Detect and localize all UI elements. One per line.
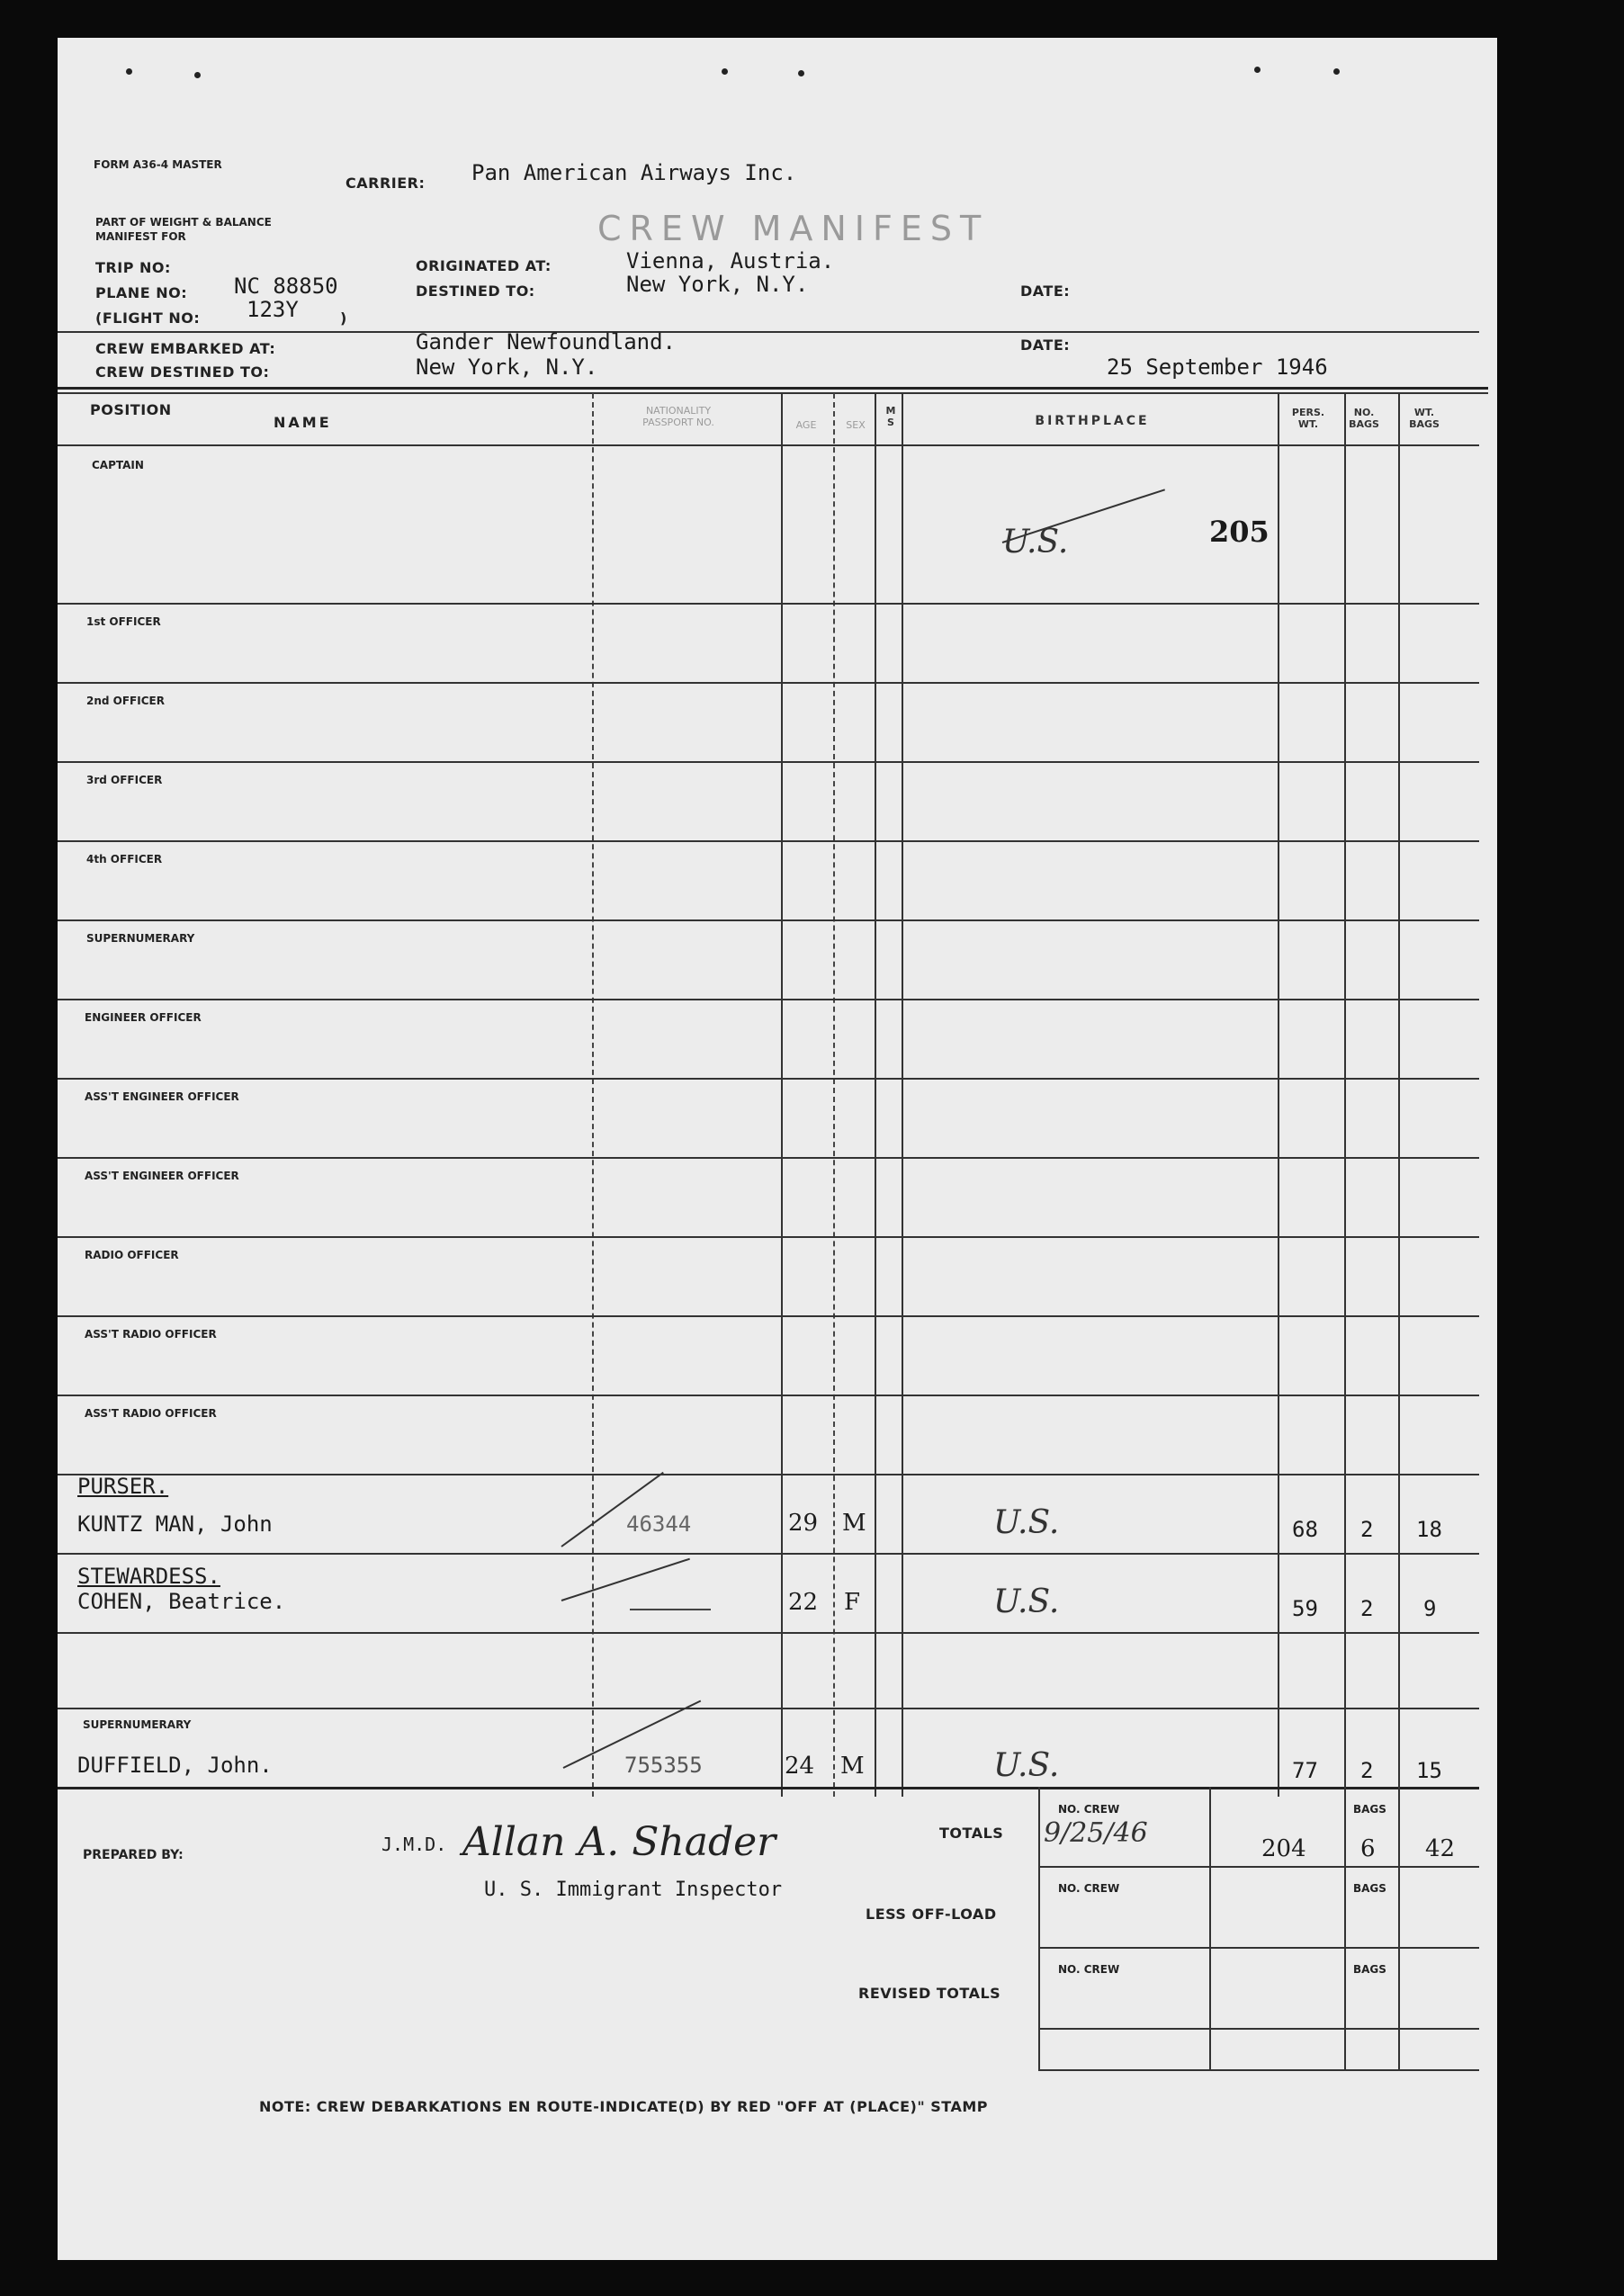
row-position: RADIO OFFICER	[85, 1249, 179, 1261]
punch-hole-dot	[1254, 67, 1261, 73]
totals-line	[1038, 2028, 1479, 2030]
row-line	[58, 682, 1479, 684]
crew-pers-wt: 77	[1292, 1758, 1318, 1783]
col-pers-wt: PERS. WT.	[1291, 407, 1325, 430]
totals-line	[1038, 1866, 1479, 1868]
crew-wt-bags: 18	[1416, 1517, 1442, 1542]
embarked-value: Gander Newfoundland.	[416, 329, 676, 354]
destined-label: DESTINED TO:	[416, 283, 535, 300]
crew-no-bags: 2	[1360, 1758, 1374, 1783]
captain-birthplace: U.S.	[1002, 524, 1069, 561]
table-top-line	[58, 392, 1488, 394]
crew-position: STEWARDESS.	[77, 1564, 220, 1589]
bags-label: BAGS	[1353, 1803, 1386, 1816]
form-number: FORM A36-4 MASTER	[94, 158, 222, 171]
row-position: CAPTAIN	[92, 459, 144, 471]
row-position: 3rd OFFICER	[86, 774, 163, 786]
crew-name: KUNTZ MAN, John	[77, 1511, 273, 1537]
carrier-label: CARRIER:	[345, 175, 426, 192]
crew-pers-wt: 59	[1292, 1596, 1318, 1621]
embarked-label: CREW EMBARKED AT:	[95, 340, 276, 357]
pen-stroke	[1002, 489, 1165, 543]
header-bottom-line	[58, 444, 1479, 446]
crew-birthplace: U.S.	[993, 1583, 1060, 1620]
row-line	[58, 1474, 1479, 1475]
crew-position: SUPERNUMERARY	[83, 1718, 192, 1731]
col-sex: SEX	[846, 419, 866, 431]
flight-no-value: 123Y	[247, 297, 299, 322]
row-line	[58, 1632, 1479, 1634]
manifest-for-label: MANIFEST FOR	[95, 230, 186, 243]
total-pers-wt: 204	[1261, 1835, 1306, 1862]
row-position: ASS'T RADIO OFFICER	[85, 1328, 217, 1341]
row-line	[58, 1236, 1479, 1238]
row-line	[58, 919, 1479, 921]
crew-age: 24	[785, 1753, 815, 1780]
table-top-line	[58, 387, 1488, 390]
flight-no-label: (FLIGHT NO:	[95, 309, 201, 327]
col-nationality: NATIONALITY PASSPORT NO.	[642, 405, 714, 428]
crew-age: 22	[788, 1589, 819, 1616]
column-line	[1398, 393, 1400, 2013]
total-wt-bags: 42	[1425, 1835, 1456, 1862]
crew-sex: F	[844, 1589, 861, 1616]
row-position: ENGINEER OFFICER	[85, 1011, 202, 1024]
crew-count: 9/25/46	[1044, 1817, 1148, 1849]
crew-passport: 755355	[624, 1753, 703, 1778]
row-line	[58, 1078, 1479, 1080]
crew-position: PURSER.	[77, 1474, 169, 1499]
punch-hole-dot	[722, 68, 728, 75]
table-bottom-line	[58, 1787, 1479, 1789]
col-name: NAME	[274, 414, 332, 431]
manifest-page	[58, 38, 1497, 2260]
footer-note: NOTE: CREW DEBARKATIONS EN ROUTE-INDICATE(D) BY RED "OFF AT (PLACE)" STAMP	[259, 2098, 988, 2115]
less-offload-label: LESS OFF-LOAD	[866, 1906, 997, 1923]
carrier-value: Pan American Airways Inc.	[471, 160, 797, 185]
crew-sex: M	[842, 1510, 866, 1537]
row-line	[58, 603, 1479, 605]
crew-name: DUFFIELD, John.	[77, 1753, 273, 1778]
row-position: 1st OFFICER	[86, 615, 161, 628]
prepared-by-label: PREPARED BY:	[83, 1848, 184, 1862]
totals-line	[1038, 2069, 1479, 2071]
no-crew-label: NO. CREW	[1058, 1882, 1120, 1895]
punch-hole-dot	[798, 70, 804, 76]
col-age: AGE	[795, 419, 817, 431]
col-no-bags: NO. BAGS	[1349, 407, 1379, 430]
revised-totals-label: REVISED TOTALS	[858, 1985, 1001, 2002]
part-of-label: PART OF WEIGHT & BALANCE	[95, 216, 272, 229]
page-title: CREW MANIFEST	[597, 209, 990, 248]
row-line	[58, 761, 1479, 763]
originated-value: Vienna, Austria.	[626, 248, 835, 274]
row-position: ASS'T ENGINEER OFFICER	[85, 1090, 239, 1103]
crew-destined-value: New York, N.Y.	[416, 354, 598, 380]
passport-dash	[630, 1609, 711, 1610]
row-line	[58, 1708, 1479, 1709]
row-position: 2nd OFFICER	[86, 695, 165, 707]
row-line	[58, 999, 1479, 1000]
punch-hole-dot	[194, 72, 201, 78]
flight-no-close: )	[340, 309, 347, 327]
prepared-initials: J.M.D.	[381, 1834, 447, 1855]
crew-destined-label: CREW DESTINED TO:	[95, 363, 270, 381]
bags-label: BAGS	[1353, 1882, 1386, 1895]
row-position: 4th OFFICER	[86, 853, 163, 865]
col-birthplace: BIRTHPLACE	[1035, 414, 1150, 428]
totals-label: TOTALS	[939, 1825, 1004, 1842]
plane-no-label: PLANE NO:	[95, 284, 188, 301]
total-bags: 6	[1360, 1835, 1376, 1862]
check-mark	[561, 1558, 690, 1601]
crew-sex: M	[840, 1753, 865, 1780]
destined-value: New York, N.Y.	[626, 272, 809, 297]
punch-hole-dot	[126, 68, 132, 75]
date-value: 25 September 1946	[1107, 354, 1328, 380]
inspector-signature: Allan A. Shader	[462, 1819, 776, 1865]
crew-wt-bags: 9	[1423, 1596, 1437, 1621]
crew-birthplace: U.S.	[993, 1747, 1060, 1784]
crew-passport: 46344	[626, 1511, 692, 1537]
bags-label: BAGS	[1353, 1963, 1386, 1976]
crew-wt-bags: 15	[1416, 1758, 1442, 1783]
no-crew-label: NO. CREW	[1058, 1963, 1120, 1976]
divider-line	[58, 331, 1479, 333]
row-line	[58, 1553, 1479, 1555]
totals-line	[1038, 1947, 1479, 1949]
date-label: DATE:	[1020, 283, 1071, 300]
captain-extra: 205	[1209, 515, 1270, 549]
row-position: ASS'T RADIO OFFICER	[85, 1407, 217, 1420]
date-label: DATE:	[1020, 336, 1071, 354]
column-line	[1344, 393, 1346, 2013]
plane-no-value: NC 88850	[234, 274, 338, 299]
crew-no-bags: 2	[1360, 1517, 1374, 1542]
inspector-title: U. S. Immigrant Inspector	[484, 1879, 783, 1901]
crew-birthplace: U.S.	[993, 1504, 1060, 1541]
no-crew-label: NO. CREW	[1058, 1803, 1120, 1816]
crew-pers-wt: 68	[1292, 1517, 1318, 1542]
trip-no-label: TRIP NO:	[95, 259, 171, 276]
crew-name: COHEN, Beatrice.	[77, 1589, 286, 1614]
crew-age: 29	[788, 1510, 819, 1537]
crew-no-bags: 2	[1360, 1596, 1374, 1621]
originated-label: ORIGINATED AT:	[416, 257, 552, 274]
col-position: POSITION	[90, 401, 172, 418]
punch-hole-dot	[1333, 68, 1340, 75]
row-line	[58, 1395, 1479, 1396]
col-wt-bags: WT. BAGS	[1409, 407, 1440, 430]
row-position: SUPERNUMERARY	[86, 932, 195, 945]
row-position: ASS'T ENGINEER OFFICER	[85, 1170, 239, 1182]
col-ms: M S	[885, 405, 896, 428]
row-line	[58, 1315, 1479, 1317]
row-line	[58, 840, 1479, 842]
row-line	[58, 1157, 1479, 1159]
